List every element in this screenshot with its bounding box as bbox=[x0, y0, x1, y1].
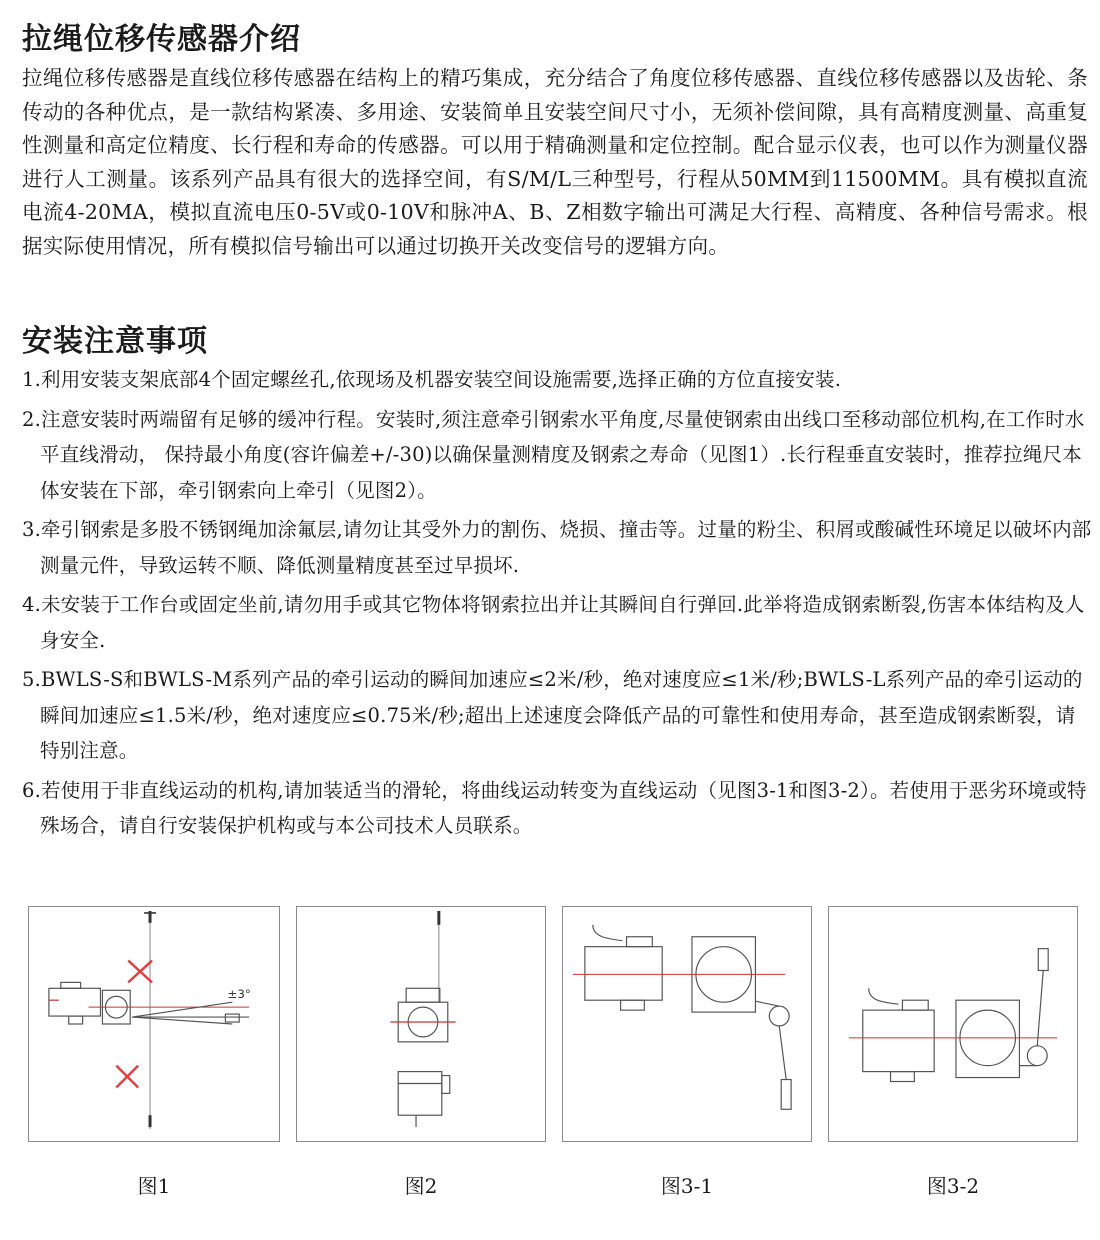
figure-3-2-caption: 图3-2 bbox=[926, 1174, 980, 1198]
install-notes bbox=[22, 362, 1092, 848]
intro-title: 拉绳位移传感器介绍 bbox=[22, 22, 301, 57]
figure-3-1 bbox=[562, 906, 812, 1142]
install-title: 安装注意事项 bbox=[22, 324, 208, 359]
install-note-2: 2.注意安装时两端留有足够的缓冲行程。安装时,须注意牵引钢索水平角度,尽量使钢索由出线口至移动部位机构,在工作时水平直线滑动， 保持最小角度(容许偏差+/-30)以确保量测精度及钢索之寿命（见图1）.长行程垂直安装时，推荐拉绳尺本体安装在下部，牵引钢索向上牵引（见图2）。 bbox=[22, 407, 1085, 502]
figure-1-drawing bbox=[29, 907, 279, 1141]
install-note-5: 5.BWLS-S和BWLS-M系列产品的牵引运动的瞬间加速应≤2米/秒，绝对速度应≤1米/秒;BWLS-L系列产品的牵引运动的瞬间加速应≤1.5米/秒，绝对速度应≤0.75米/秒;超出上述速度会降低产品的可靠性和使用寿命，甚至造成钢索断裂，请特别注意。 bbox=[22, 668, 1083, 762]
figure-1-caption: 图1 bbox=[137, 1174, 171, 1198]
figure-3-2 bbox=[828, 906, 1078, 1142]
figure-1 bbox=[28, 906, 280, 1142]
install-note-6: 6.若使用于非直线运动的机构,请加装适当的滑轮，将曲线运动转变为直线运动（见图3-1和图3-2）。若使用于恶劣环境或特殊场合，请自行安装保护机构或与本公司技术人员联系。 bbox=[22, 778, 1087, 837]
install-note-4: 4.未安装于工作台或固定坐前,请勿用手或其它物体将钢索拉出并让其瞬间自行弹回.此举将造成钢索断裂,伤害本体结构及人身安全. bbox=[22, 593, 1085, 652]
figure-2 bbox=[296, 906, 546, 1142]
intro-body: 拉绳位移传感器是直线位移传感器在结构上的精巧集成，充分结合了角度位移传感器、直线位移传感器以及齿轮、条传动的各种优点，是一款结构紧凑、多用途、安装简单且安装空间尺寸小，无须补偿间隙，具有高精度测量、高重复性测量和高定位精度、长行程和寿命的传感器。可以用于精确测量和定位控制。配合显示仪表，也可以作为测量仪器进行人工测量。该系列产品具有很大的选择空间，有S/M/L三种型号，行程从50MM到11500MM。具有模拟直流电流4-20MA，模拟直流电压0-5V或0-10V和脉冲A、B、Z相数字输出可满足大行程、高精度、各种信号需求。根据实际使用情况，所有模拟信号输出可以通过切换开关改变信号的逻辑方向。 bbox=[22, 66, 1088, 258]
install-note-3: 3.牵引钢索是多股不锈钢绳加涂氟层,请勿让其受外力的割伤、烧损、撞击等。过量的粉尘、积屑或酸碱性环境足以破坏内部测量元件，导致运转不顺、降低测量精度甚至过早损坏. bbox=[22, 518, 1092, 577]
figure-3-2-drawing bbox=[829, 907, 1077, 1141]
figure-2-caption: 图2 bbox=[404, 1174, 438, 1198]
figure-2-drawing bbox=[297, 907, 545, 1141]
install-note-1: 1.利用安装支架底部4个固定螺丝孔,依现场及机器安装空间设施需要,选择正确的方位直接安装. bbox=[22, 368, 842, 391]
figure-3-1-drawing bbox=[563, 907, 811, 1141]
figure-3-1-caption: 图3-1 bbox=[660, 1174, 714, 1198]
figure-1-angle-label: ±3° bbox=[227, 987, 251, 1002]
